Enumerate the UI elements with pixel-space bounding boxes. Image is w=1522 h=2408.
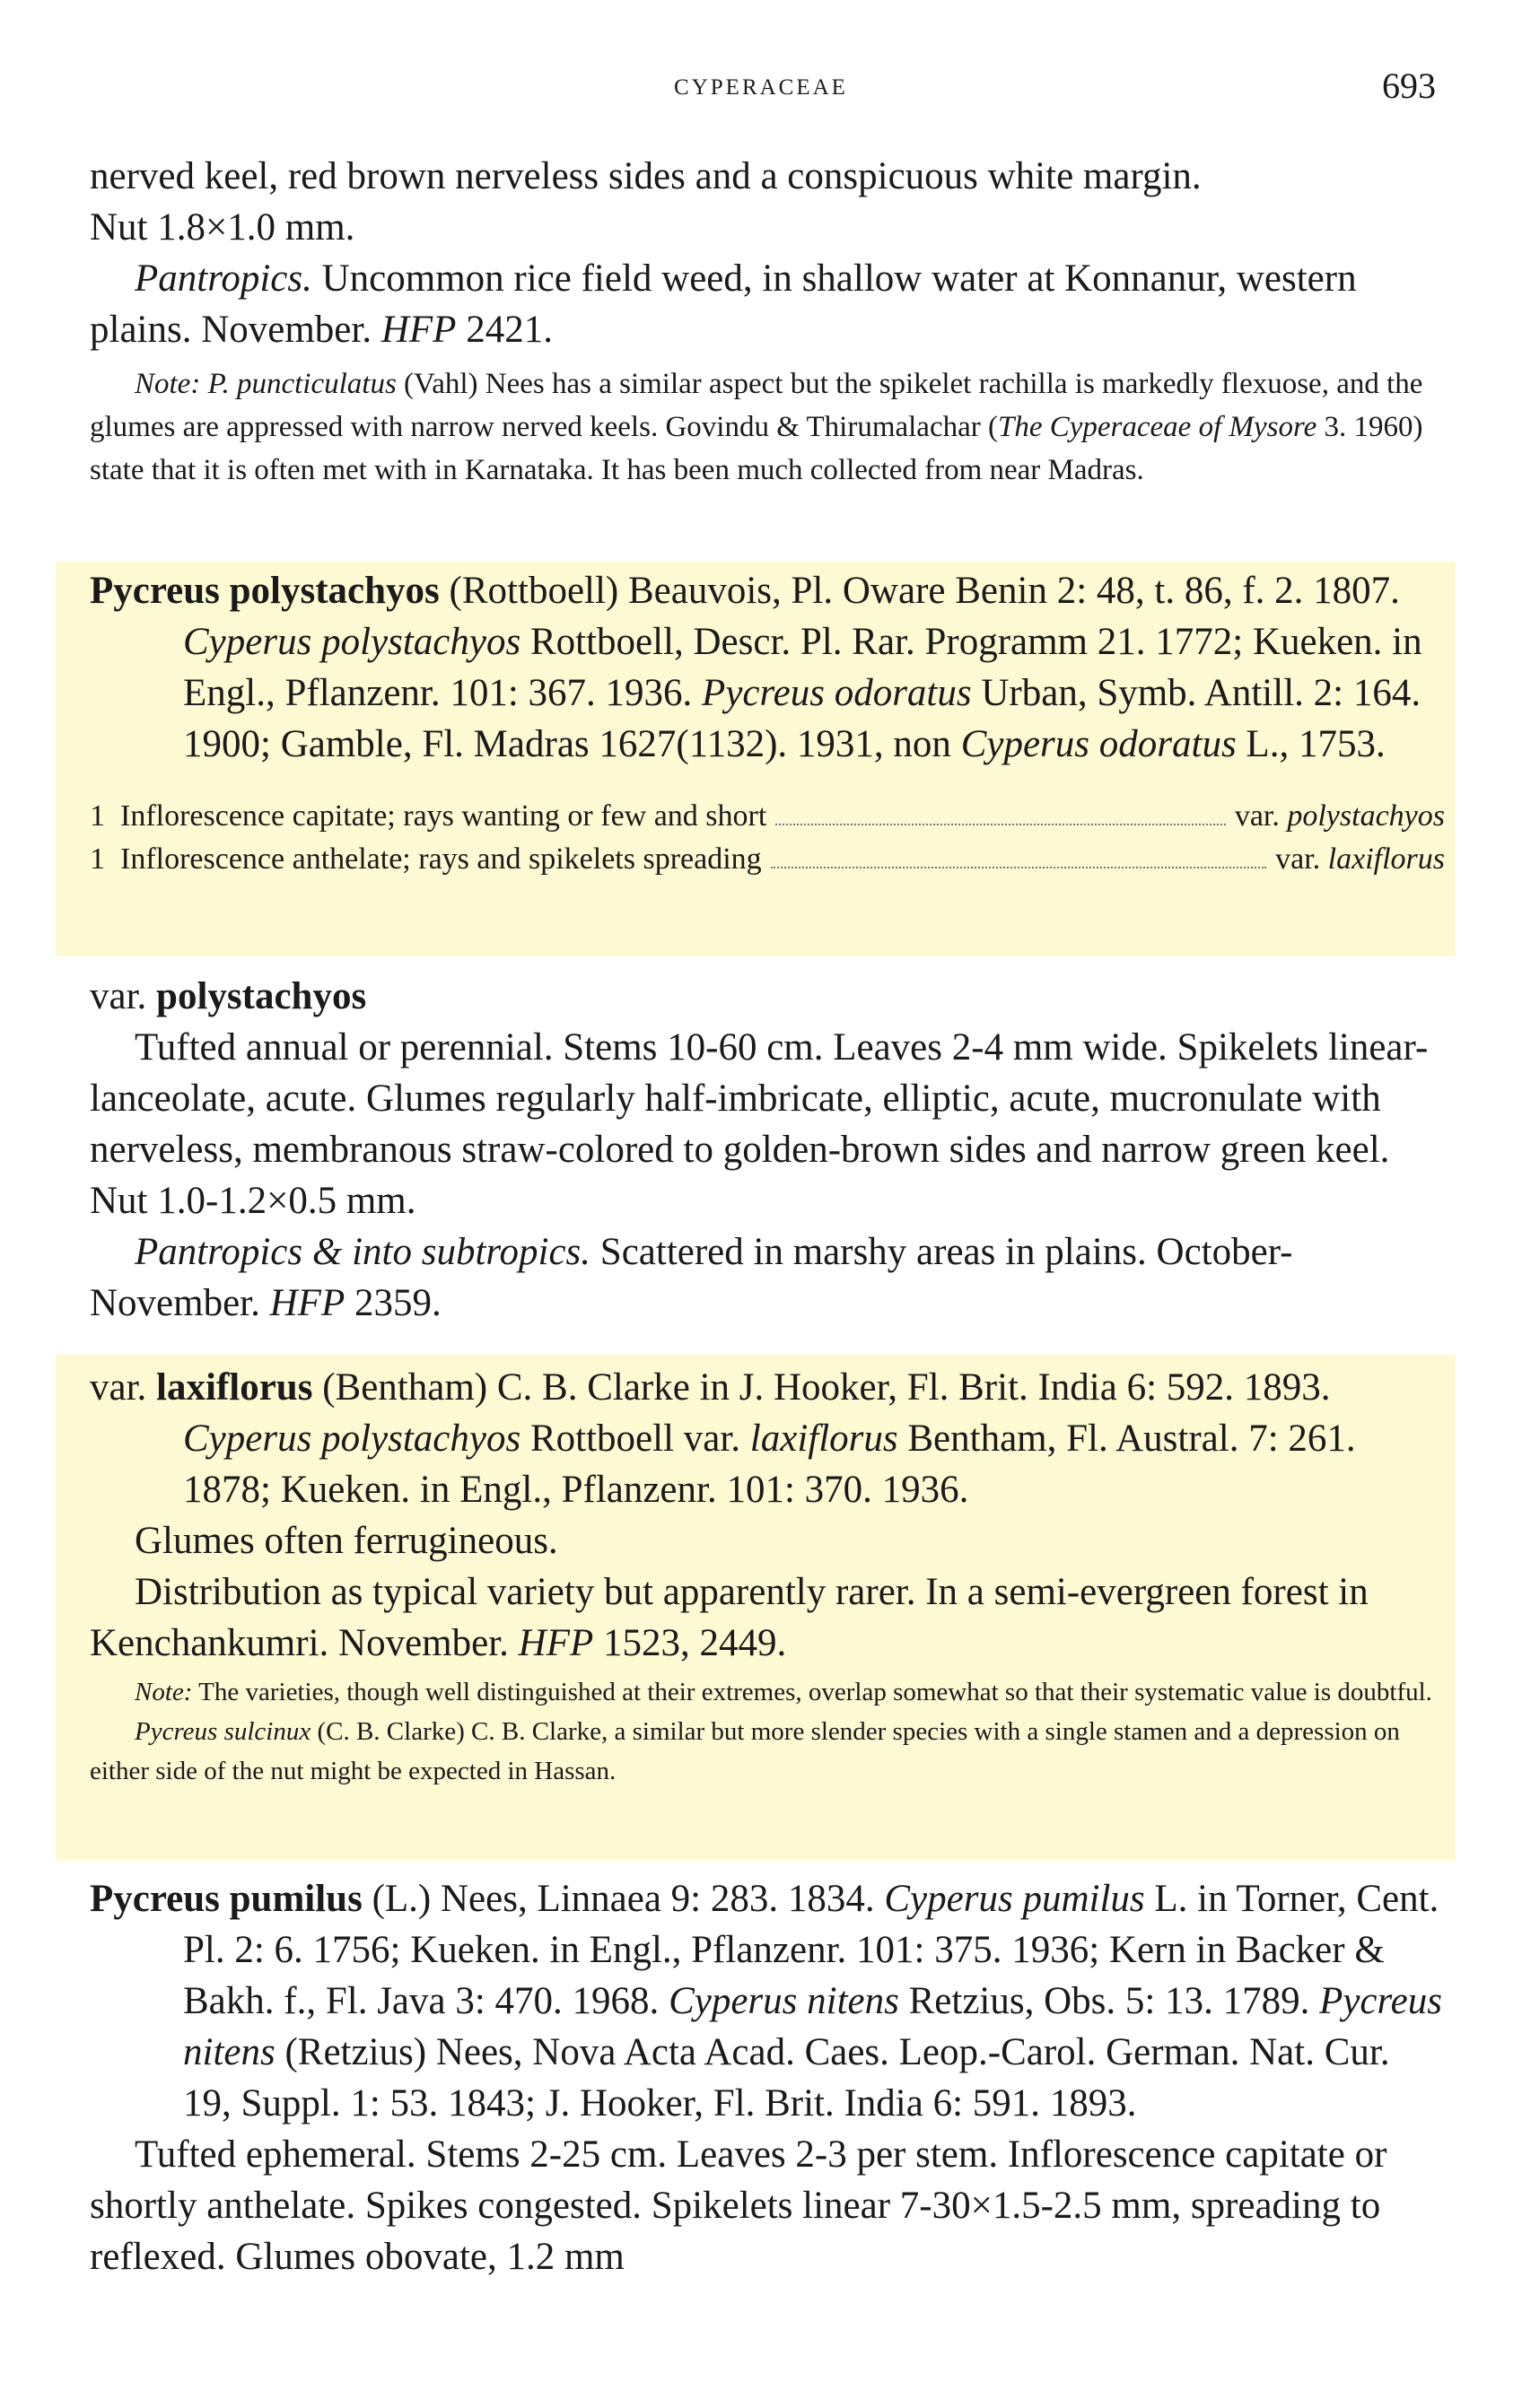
note-paragraph: [90, 362, 1445, 492]
key-leader-dots: [771, 867, 1266, 868]
citation-text-2: L. in Torner, Cent. Pl. 2: 6. 1756; Kueken. in Engl., Pflanzenr. 101: 375. 1936; Kern in Backer & Bakh. f., Fl. Java 3: 470. 1968.: [183, 1878, 1439, 2022]
continuation-section: [90, 151, 1445, 492]
distribution-text: Distribution as typical variety but apparently rarer. In a semi-evergreen forest in Kenchankumri. November.: [90, 1571, 1369, 1664]
laxiflorus-distribution: [90, 1566, 1445, 1669]
note-label: Note:: [135, 1678, 193, 1706]
var-heading: [90, 971, 1445, 1022]
citation-text-4: (Retzius) Nees, Nova Acta Acad. Caes. Leop.-Carol. German. Nat. Cur. 19, Suppl. 1: 53. 1843; J. Hooker, Fl. Brit. India 6: 591. 1893.: [183, 2031, 1390, 2124]
synonym-3: Cyperus odoratus: [960, 723, 1237, 765]
synonym-1: Cyperus pumilus: [884, 1878, 1145, 1920]
key-row-1: [90, 795, 1445, 838]
citation-text-1: (L.) Nees, Linnaea 9: 283. 1834.: [362, 1878, 885, 1920]
pumilus-description: Tufted ephemeral. Stems 2-25 cm. Leaves 2-3 per stem. Inflorescence capitate or shortly anthelate. Spikes congested. Spikelets linear 7-30×1.5-2.5 mm, spreading to reflexed. Glumes obovate, 1.2 mm: [90, 2133, 1387, 2278]
citation-text-4: L., 1753.: [1236, 723, 1386, 765]
citation-text-2: Rottboell, Descr. Pl. Rar. Programm 21. 1772; Kueken. in Engl., Pflanzenr. 101: 367. 1936.: [183, 621, 1422, 714]
distribution-paragraph: [90, 253, 1445, 355]
note-text: The varieties, though well distinguished at their extremes, overlap somewhat so that their systematic value is doubtful.: [192, 1678, 1432, 1706]
key-text: Inflorescence capitate; rays wanting or few and short: [120, 799, 767, 833]
var-name: laxiflorus: [156, 1366, 313, 1409]
page-number: 693: [1382, 65, 1436, 106]
citation-text-2: Rottboell var.: [520, 1418, 750, 1460]
synonym-2: Pycreus odoratus: [702, 672, 972, 714]
key-number: 1: [90, 799, 105, 833]
distribution-italic: Pantropics.: [135, 257, 312, 300]
hfp-number: 2359.: [345, 1282, 442, 1324]
hfp-label: HFP: [518, 1622, 594, 1664]
synonym-3: Pycreus nitens: [183, 1980, 1442, 2073]
key-result: polystachyos: [1287, 799, 1445, 833]
key-result: laxiflorus: [1327, 842, 1445, 876]
distribution-italic: Pantropics & into subtropics.: [135, 1231, 591, 1273]
var-description: Tufted annual or perennial. Stems 10-60 cm. Leaves 2-4 mm wide. Spikelets linear-lanceolate, acute. Glumes regularly half-imbricate, elliptic, acute, mucronulate with nerveless, membranous straw-colored to golden-brown sides and narrow green keel. Nut 1.0-1.2×0.5 mm.: [90, 1026, 1429, 1222]
distribution-text: Scattered in marshy areas in plains. October-November.: [90, 1231, 1293, 1324]
key-result-prefix: var.: [1234, 799, 1280, 833]
synonym-2: laxiflorus: [749, 1418, 898, 1460]
note-text: (C. B. Clarke) C. B. Clarke, a similar but more slender species with a single stamen and a depression on either side of the nut might be expected in Hassan.: [90, 1717, 1400, 1785]
citation-text-1: (Rottboell) Beauvois, Pl. Oware Benin 2: 48, t. 86, f. 2. 1807.: [439, 570, 1400, 612]
hfp-number: 2421.: [456, 309, 553, 351]
citation-text-3: Retzius, Obs. 5: 13. 1789.: [898, 1980, 1320, 2022]
synonym-2: Cyperus nitens: [669, 1980, 899, 2022]
pumilus-section: [90, 1873, 1445, 2282]
running-title: CYPERACEAE: [674, 75, 848, 100]
hfp-number: 1523, 2449.: [593, 1622, 787, 1664]
laxiflorus-citation: [90, 1362, 1445, 1515]
pumilus-citation: [90, 1873, 1445, 2129]
hfp-label: HFP: [269, 1282, 346, 1324]
var-name: polystachyos: [156, 975, 367, 1017]
key-row-2: [90, 838, 1445, 881]
hfp-label: HFP: [380, 309, 457, 351]
note-label: Note:: [135, 368, 201, 400]
key-text: Inflorescence anthelate; rays and spikelets spreading: [120, 842, 762, 876]
synonym-1: Cyperus polystachyos: [183, 621, 521, 663]
laxiflorus-note: [90, 1672, 1445, 1712]
polystachyos-section: [90, 565, 1445, 881]
note-text-1: (Vahl) Nees has a similar aspect but the spikelet rachilla is markedly flexuose, and the glumes are appressed with narrow nerved keels. Govindu & Thirumalachar (: [90, 368, 1423, 443]
note-book-title: The Cyperaceae of Mysore: [997, 411, 1317, 443]
citation-text-3: Bentham, Fl. Austral. 7: 261. 1878; Kueken. in Engl., Pflanzenr. 101: 370. 1936.: [183, 1418, 1356, 1511]
var-distribution: [90, 1226, 1445, 1329]
var-label: var.: [90, 975, 147, 1017]
key-result-prefix: var.: [1275, 842, 1321, 876]
distribution-text: Uncommon rice field weed, in shallow water at Konnanur, western plains. November.: [90, 257, 1357, 351]
key-leader-dots: [775, 824, 1226, 825]
continuation-line-1: nerved keel, red brown nerveless sides and a conspicuous white margin.: [90, 155, 1202, 197]
species-name: Pycreus pumilus: [90, 1878, 363, 1920]
var-laxiflorus-section: [90, 1362, 1445, 1791]
sulcinux-note: [90, 1712, 1445, 1791]
polystachyos-citation: [90, 565, 1445, 770]
key: [90, 795, 1445, 881]
citation-text-1: (Bentham) C. B. Clarke in J. Hooker, Fl. Brit. India 6: 592. 1893.: [312, 1366, 1331, 1409]
note-species: P. puncticulatus: [207, 368, 397, 400]
var-polystachyos-section: [90, 971, 1445, 1329]
var-label: var.: [90, 1366, 147, 1409]
citation-text-3: Urban, Symb. Antill. 2: 164. 1900; Gamble, Fl. Madras 1627(1132). 1931, non: [183, 672, 1421, 765]
glumes-note: Glumes often ferrugineous.: [135, 1520, 558, 1562]
continuation-line-2: Nut 1.8×1.0 mm.: [90, 206, 355, 249]
species-name: Pycreus polystachyos: [90, 570, 440, 612]
note-species: Pycreus sulcinux: [135, 1717, 311, 1746]
key-number: 1: [90, 842, 105, 876]
synonym-1: Cyperus polystachyos: [183, 1418, 521, 1460]
note-text-2: 3. 1960) state that it is often met with in Karnataka. It has been much collected from near Madras.: [90, 411, 1423, 486]
